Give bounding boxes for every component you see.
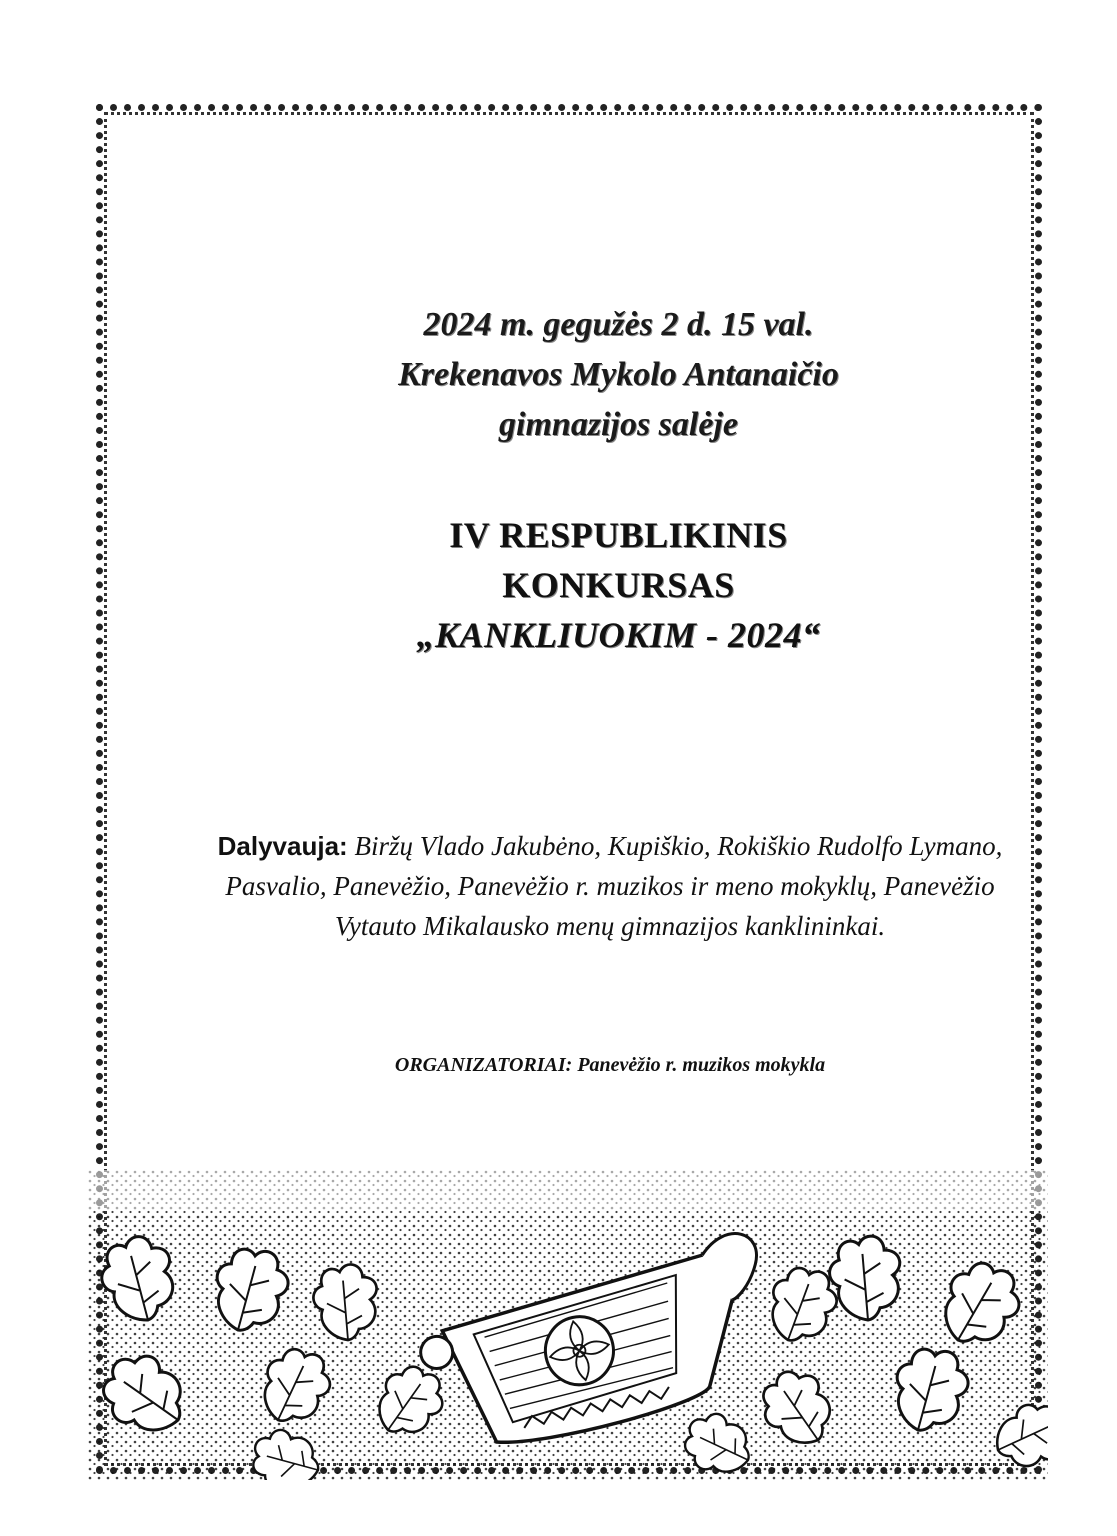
- participants-paragraph: [190, 826, 1030, 946]
- title-line-3: „KANKLIUOKIM - 2024“: [416, 615, 821, 655]
- title-line-1: IV RESPUBLIKINIS: [449, 515, 788, 555]
- kankles-oak-leaves-icon: [88, 1170, 1048, 1480]
- event-info: [60, 300, 1117, 450]
- event-venue-line-2: gimnazijos salėje: [499, 406, 738, 443]
- participants-text: Biržų Vlado Jakubėno, Kupiškio, Rokiškio Rudolfo Lymano, Pasvalio, Panevėžio, Panevėžio r. muzikos ir meno mokyklų, Panevėžio Vytauto Mikalausko menų gimnazijos kanklininkai.: [225, 831, 1003, 941]
- event-venue-line-1: Krekenavos Mykolo Antanaičio: [398, 356, 839, 393]
- event-date: 2024 m. gegužės 2 d. 15 val.: [423, 306, 814, 343]
- title-line-2: KONKURSAS: [502, 565, 735, 605]
- participants-label: Dalyvauja:: [217, 831, 348, 861]
- organizers-line: ORGANIZATORIAI: Panevėžio r. muzikos mokykla: [394, 1054, 826, 1076]
- competition-title: [60, 510, 1117, 660]
